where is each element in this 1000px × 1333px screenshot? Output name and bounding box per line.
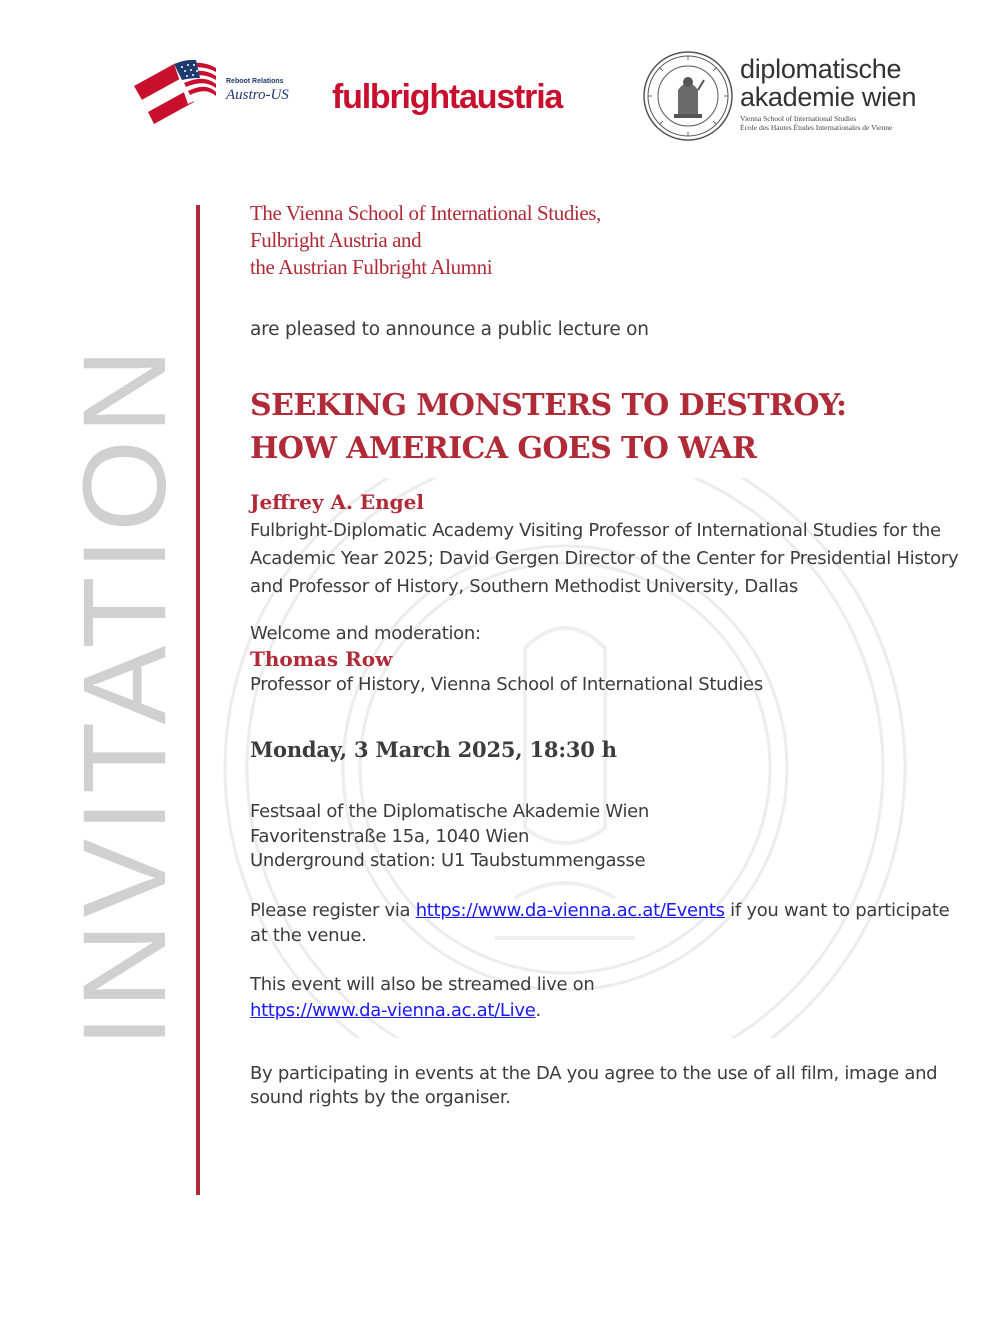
announcement-text: are pleased to announce a public lecture on (250, 319, 649, 340)
organiser-line: the Austrian Fulbright Alumni (250, 255, 493, 279)
lecture-title (250, 384, 970, 470)
reboot-relations-logo (130, 56, 300, 128)
event-date: Monday, 3 March 2025, 18:30 h (250, 737, 617, 762)
rights-disclaimer: By participating in events at the DA you agree to the use of all film, image and sound rights by the organiser. (250, 1062, 938, 1108)
venue-line: Favoritenstraße 15a, 1040 Wien (250, 825, 530, 847)
register-text-before: Please register via (250, 899, 416, 921)
lecture-title-line2: HOW AMERICA GOES TO WAR (250, 431, 757, 466)
lecture-title-line1: SEEKING MONSTERS TO DESTROY: (250, 388, 847, 423)
venue-line: Festsaal of the Diplomatische Akademie Wien (250, 801, 650, 822)
da-subtitle-english: Vienna School of International Studies (740, 114, 857, 123)
diplomatische-akademie-logo (642, 50, 942, 145)
stream-text-after: . (535, 999, 541, 1021)
live-stream-link[interactable]: https://www.da-vienna.ac.at/Live (250, 999, 536, 1021)
organiser-line: The Vienna School of International Studies, (250, 201, 601, 225)
register-text-after: if you want to participate at the venue. (250, 899, 950, 946)
registration-note (250, 898, 970, 948)
austro-us-text: Austro-US (226, 87, 289, 103)
events-link[interactable]: https://www.da-vienna.ac.at/Events (415, 899, 725, 921)
speaker-description: Fulbright-Diplomatic Academy Visiting Professor of International Studies for the Academic Year 2025; David Gergen Director of the Center for Presidential History and Professor of History, Southern Methodist University, Dallas (250, 520, 959, 597)
invitation-side-label: INVITATION (59, 342, 191, 1048)
speaker-name: Jeffrey A. Engel (250, 490, 424, 514)
austro-us-flag-icon (130, 56, 226, 128)
stream-text-before: This event will also be streamed live on (250, 973, 595, 995)
da-name-line2: akademie wien (740, 82, 917, 112)
venue-block (250, 800, 970, 874)
moderator-name: Thomas Row (250, 647, 393, 671)
austria-word: austria (459, 78, 563, 116)
organiser-line: Fulbright Austria and (250, 228, 422, 252)
moderation-label: Welcome and moderation: (250, 623, 481, 644)
fulbright-word: fulbright (332, 78, 460, 116)
da-seal-icon (642, 50, 734, 142)
venue-line: Underground station: U1 Taubstummengasse (250, 850, 646, 871)
stream-note (250, 972, 970, 1024)
reboot-relations-text: Reboot Relations (226, 78, 284, 85)
red-divider-rule (196, 205, 200, 1195)
da-subtitle-french: École des Hautes Études Internationales de Vienne (740, 123, 893, 132)
da-name-line1: diplomatische (740, 54, 902, 84)
organisers-block (250, 200, 970, 281)
invitation-body (250, 200, 970, 1111)
moderator-description: Professor of History, Vienna School of International Studies (250, 674, 763, 695)
fulbright-austria-logo (332, 78, 562, 117)
